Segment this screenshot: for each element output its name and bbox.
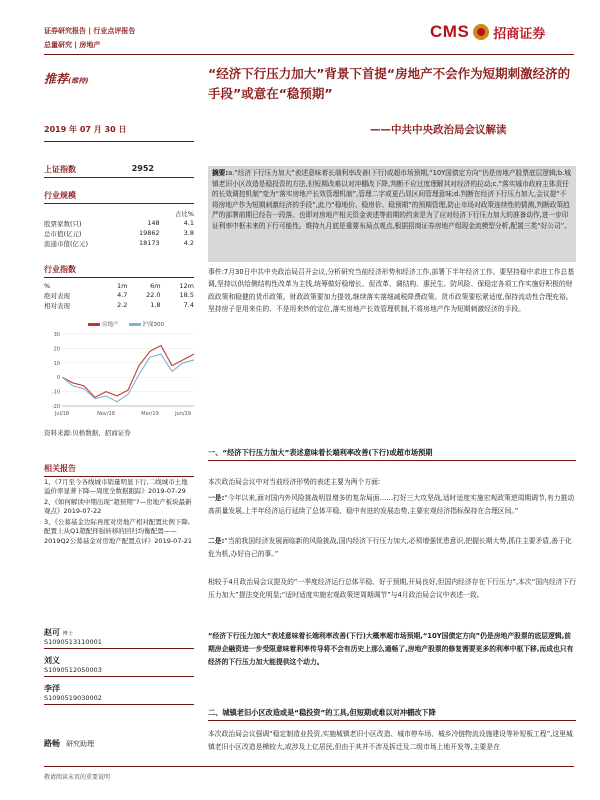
analyst-divider <box>44 676 194 677</box>
index-label: 上证指数 <box>44 165 76 174</box>
analyst <box>44 655 194 677</box>
section-1-underline <box>208 460 576 461</box>
scale-pct: 4.1 <box>183 219 194 227</box>
scale-title: 行业规模 <box>44 191 76 200</box>
perf-value: 22.0 <box>146 291 161 299</box>
research-assistant <box>44 738 94 749</box>
logo-cn-text: 招商证券 <box>493 26 546 42</box>
series-line <box>62 346 194 398</box>
table-row <box>44 281 194 290</box>
scale-divider <box>44 203 194 204</box>
y-tick-label: 30 <box>53 332 60 338</box>
perf-section <box>44 264 194 310</box>
table-row <box>44 300 194 310</box>
section-1-comparison: 相较于4月政治局会议提及的“一季度经济运行总体平稳、好于预期,开局良好,但国内经济存在下行压力”,本次“国内经济下行压力加大”提法变化明显;“适时适度实施宏观政策逆周期调节”与4月政治局会议中表述一致。 <box>208 578 577 599</box>
legend-swatch <box>129 323 141 326</box>
scale-header-pct: 占比% <box>174 209 194 218</box>
series-line <box>62 354 194 402</box>
perf-divider <box>44 277 194 278</box>
perf-label: 相对表现 <box>44 301 70 310</box>
scale-value: 19862 <box>139 229 160 237</box>
footer-notice: 敬请阅读末页的重要说明 <box>44 774 111 781</box>
table-row <box>44 238 194 248</box>
rating <box>44 70 88 87</box>
assistant-role: 研究助理 <box>66 740 94 748</box>
perf-header: 12m <box>179 281 194 290</box>
index-box <box>44 164 194 178</box>
legend-swatch <box>88 323 100 326</box>
table-row <box>44 228 194 238</box>
chart-legend <box>88 320 164 328</box>
perf-value: 18.5 <box>179 291 194 299</box>
reports-title: 相关报告 <box>44 464 76 473</box>
x-tick-label: Nov/18 <box>97 411 115 417</box>
perf-value: 2.2 <box>117 301 128 309</box>
report-item[interactable]: 3、《公募基金边际再度对房地产相对配置比例下降,配置上从Q1超配择强转移的回归均衡配置——2019Q2公募基金对房地产配置点评》2019-07-21 <box>44 517 193 545</box>
event-paragraph: 事件:7月30日中共中央政治局召开会议,分析研究当前经济形势和经济工作,部署下半年经济工作。要坚持稳中求进工作总基调,坚持以供给侧结构性改革为主线,统筹做好稳增长、促改革、调结构、惠民生、防风险、保稳定各项工作实施好积极的财政政策和稳健的货币政策。财政政策要加力提效,继续落实落细减税降费政策。货币政策要松紧适度,保持流动性合理充裕。坚持房子是用来住的、不是用来炒的定位,落实房地产长效管理机制,不将房地产作为短期刺激经济的手段。 <box>208 268 575 313</box>
perf-value: 4.7 <box>117 291 128 299</box>
brand-logo <box>430 22 545 42</box>
section-1-point-2 <box>208 535 576 561</box>
point-1-lead: 一是: <box>208 494 225 502</box>
analyst-id: S1090513110001 <box>44 638 102 646</box>
scale-label: 流通市值(亿元) <box>44 239 89 248</box>
report-item[interactable]: 1、《7月至今各线城市销量明显下行,二线城市土地溢价率显著下降—周度全数据跟踪》2019-07-29 <box>44 477 188 495</box>
analyst-id: S1090512050003 <box>44 666 102 674</box>
section-1-heading <box>208 448 576 458</box>
header-category-tag: 证券研究报告 | 行业点评报告 <box>44 27 136 35</box>
legend-label: 房地产 <box>102 322 119 328</box>
point-2-text: “当前我国经济发展面临新的风险挑战,国内经济下行压力加大,必须增强忧患意识,把握长期大势,抓住主要矛盾,善于化危为机,办好自己的事。” <box>208 537 572 558</box>
related-reports <box>44 464 194 546</box>
section-2-paragraph: 本次政治局会议强调“稳定制造业投资,实施城镇老旧小区改造、城市停车场、城乡冷链物流设施建设等补短板工程”,这里城镇老旧小区改造是模较大,或涉及上亿居民,但由于其并不涉及拆迁及二级市场上地开发等,主要是在 <box>208 730 573 751</box>
section-2-title: 二、城镇老旧小区改造或是“稳投资”的工具,但短期或难以对冲棚改下降 <box>208 708 436 717</box>
x-tick-label: Mar/19 <box>141 411 159 417</box>
perf-label: 绝对表现 <box>44 291 70 300</box>
scale-label: 总市值(亿元) <box>44 229 82 238</box>
analyst-divider <box>44 704 194 705</box>
scale-value: 18173 <box>139 239 160 247</box>
index-value: 2952 <box>131 164 154 173</box>
section-1-point-1 <box>208 492 576 518</box>
y-tick-label: 20 <box>53 346 60 353</box>
logo-seal-icon <box>473 24 489 40</box>
table-row <box>44 208 194 218</box>
x-tick-label: Jul/18 <box>54 411 70 417</box>
logo-cms-text: CMS <box>430 22 470 41</box>
scale-table <box>44 208 194 248</box>
perf-value: 1.8 <box>150 301 161 309</box>
perf-header: % <box>44 281 51 290</box>
table-row <box>44 218 194 228</box>
scale-label: 股票家数(只) <box>44 219 82 228</box>
analyst <box>44 627 194 649</box>
y-tick-label: -20 <box>51 404 60 410</box>
analyst-name: 李洋 <box>44 684 60 693</box>
footer-divider <box>44 766 574 767</box>
table-row <box>44 290 194 300</box>
abstract-text: a.“经济下行压力加大”表述意味着长端利率改善(下行)或超市场预期,“10Y国债定方向”仍是房地产股票底层逻辑;b.城镇老旧小区改造是稳投资的方法,但短期改难以对冲棚改下降,判断不应过度理解其对经济的拉动;c.“落实城市政府主体责任的长效调控机制”变为“落实房地产长效管理机制”,管理二字或更凸显区间管理意味;d.判断在经济下行压力加大,会议提“不将房地产作为短期刺激经济的手段”,此乃“稳地价、稳房价、稳预期”的预期管理,防止市场对政策连续性的猜测,判断政策趋严的部署前期已经告一段落。也即对房地产相关资金表述等前期的约束是为了应对经济下行压力加大的准备动作,进一步印证利率中枢未来的下行可能性。维持九月底是重要布局点观点,根据招商证券房地产组现金流模型分析,配置三类“好公司”。 <box>212 169 571 230</box>
abstract-box <box>208 166 576 262</box>
rating-label: 推荐 <box>44 72 69 86</box>
reports-divider <box>44 476 194 477</box>
assistant-name: 路畅 <box>44 739 60 748</box>
analysts <box>44 621 194 705</box>
legend-label: 沪深300 <box>142 322 165 328</box>
analyst-tag: 博士 <box>62 631 73 637</box>
analyst-divider <box>44 648 194 649</box>
analyst-name: 赵可 <box>44 628 60 637</box>
section-2-heading <box>208 708 576 718</box>
point-1-text: “今年以来,面对国内外风险挑战明显增多的复杂局面……打好三大攻坚战,适时适度实施宏观政策逆周期调节,有力推动高质量发展,上半年经济运行延续了总体平稳、稳中有进的发展态势,主要宏观经济指标保持在合理区间。” <box>208 494 575 515</box>
section-1-intro: 本次政治局会议中对当前经济形势的表述主要为两个方面: <box>208 478 381 486</box>
perf-header: 6m <box>150 281 161 290</box>
analyst-name: 刘义 <box>44 656 60 665</box>
x-tick-label: Jun/19 <box>175 411 191 417</box>
legend-item <box>129 320 165 328</box>
perf-header: 1m <box>116 281 128 290</box>
performance-chart <box>44 328 198 424</box>
perf-title: 行业指数 <box>44 265 76 274</box>
legend-item <box>88 320 119 328</box>
scale-pct: 3.8 <box>183 229 194 237</box>
scale-value: 148 <box>147 219 160 227</box>
section-1-conclusion: “经济下行压力加大”表述意味着长端利率改善(下行)大概率超市场预期,“10Y国债定方向”仍是房地产股票的底层逻辑,前期房企融资进一步受限意味着利率传导将不会有历史上那么通畅了,房地产股票的修复需要更多的利率中枢下移,而成也只有经济的下行压力加大能提供这个动力。 <box>208 632 574 666</box>
y-tick-label: 10 <box>53 360 60 367</box>
rating-note: (维持) <box>68 77 89 85</box>
scale-pct: 4.2 <box>183 239 194 247</box>
chart-source: 资料来源:贝格数据、招商证券 <box>44 429 131 437</box>
analyst <box>44 683 194 705</box>
perf-value: 7.4 <box>183 301 194 309</box>
report-item[interactable]: 2、《如何解读中期出现“超预期”?—房地产板块最新观点》2019-07-22 <box>44 497 192 515</box>
report-date: 2019 年 07 月 30 日 <box>44 125 127 134</box>
section-2-underline <box>208 720 576 721</box>
report-title: “经济下行压力加大”背景下首提“房地产不会作为短期刺激经济的手段”或意在“稳预期” <box>208 66 571 101</box>
analyst-id: S1090519030002 <box>44 694 102 702</box>
section-1-title: 一、“经济下行压力加大”表述意味着长端利率改善(下行)或超市场预期 <box>208 448 433 457</box>
y-tick-label: -10 <box>51 389 60 396</box>
date-divider <box>44 141 194 142</box>
scale-section <box>44 190 194 248</box>
y-tick-label: 0 <box>56 375 60 382</box>
header-divider <box>44 54 574 55</box>
index-divider <box>44 177 194 178</box>
point-2-lead: 二是: <box>208 537 225 545</box>
header-sector-tag: 总量研究 | 房地产 <box>44 41 101 49</box>
perf-table <box>44 281 194 310</box>
report-subtitle: ——中共中央政治局会议解读 <box>370 124 507 136</box>
abstract-lead: 摘要: <box>212 169 229 177</box>
